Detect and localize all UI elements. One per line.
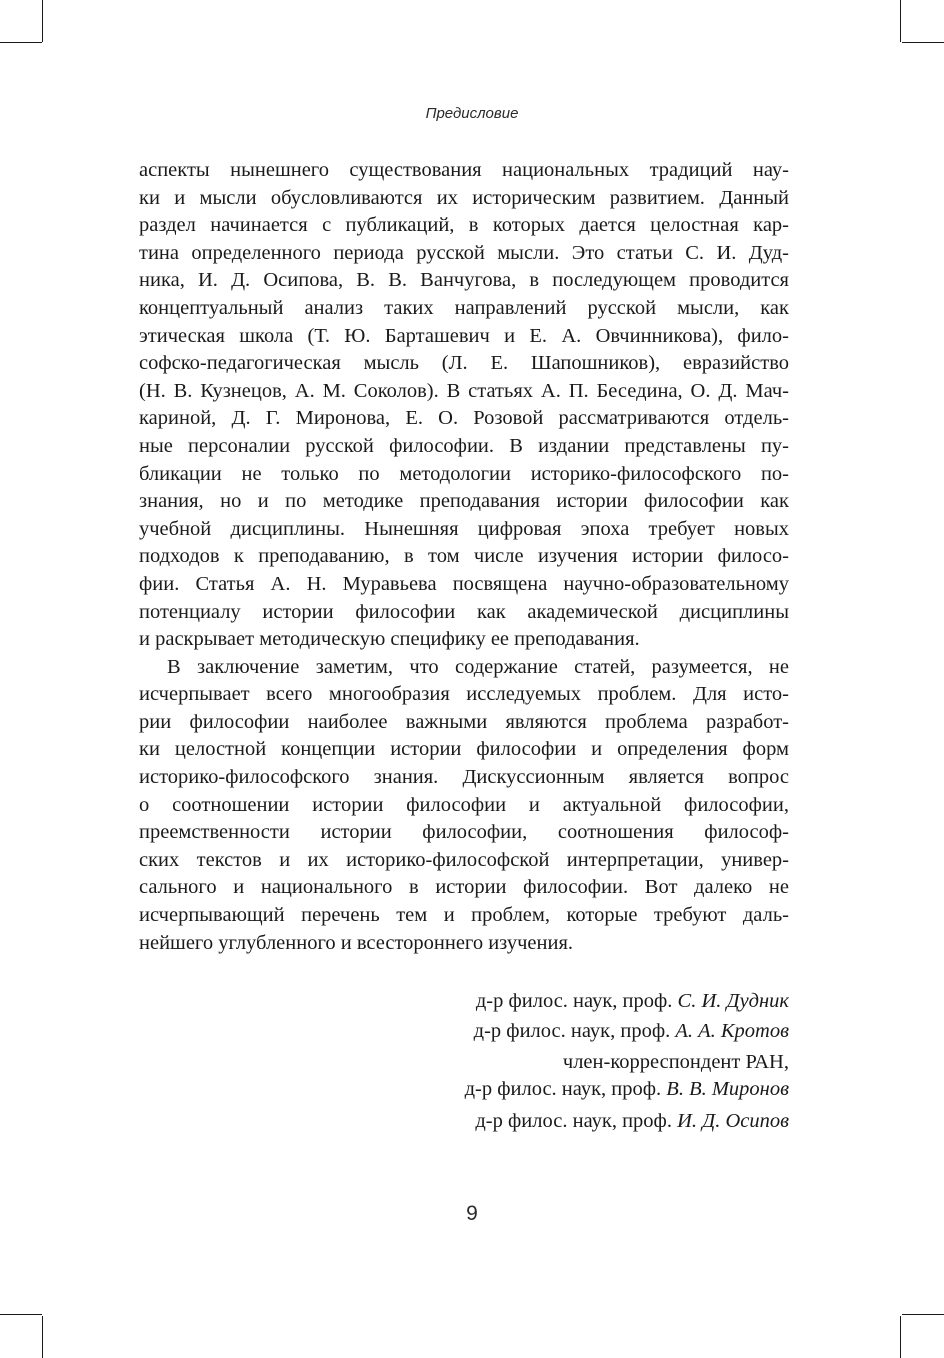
text-line: историко-философского знания. Дискуссионным является вопрос (139, 766, 789, 789)
text-line: бликации не только по методологии историко-философского по- (139, 462, 789, 485)
text-line: этическая школа (Т. Ю. Барташевич и Е. А. Овчинникова), фило- (139, 324, 789, 347)
text-line: В заключение заметим, что содержание статей, разумеется, не (167, 655, 789, 678)
page-number: 9 (466, 1202, 478, 1225)
signature-mironov (465, 1049, 789, 1103)
text-line: софско-педагогическая мысль (Л. Е. Шапошников), евразийство (139, 352, 789, 375)
signature-name: И. Д. Осипов (677, 1110, 789, 1132)
signature-title: д-р филос. наук, проф. (464, 1078, 662, 1100)
text-line: тина определенного периода русской мысли. Это статьи С. И. Дуд- (139, 241, 789, 264)
text-line: исчерпывает всего многообразия исследуемых проблем. Для исто- (139, 683, 789, 706)
crop-mark-top-left-v (42, 0, 43, 42)
text-line: подходов к преподаванию, в том числе изучения истории филосо- (139, 545, 789, 568)
text-line: (Н. В. Кузнецов, А. М. Соколов). В статьях А. П. Беседина, О. Д. Мач- (139, 379, 789, 402)
crop-mark-bottom-right-v (900, 1316, 901, 1358)
paragraph-1 (139, 157, 789, 654)
running-title: Предисловие (425, 105, 519, 122)
text-line: сального и национального в истории философии. Вот далеко не (139, 876, 789, 899)
text-line: преемственности истории философии, соотношения философ- (139, 821, 789, 844)
text-line: ских текстов и их историко-философской интерпретации, универ- (139, 848, 789, 871)
text-line: исчерпывающий перечень тем и проблем, которые требуют даль- (139, 904, 789, 927)
paragraph-2 (139, 654, 789, 958)
signature-name: В. В. Миронов (666, 1078, 789, 1100)
text-line: потенциалу истории философии как академической дисциплины (139, 600, 789, 623)
crop-mark-bottom-left-h (0, 1314, 42, 1315)
text-line: ки целостной концепции истории философии и определения форм (139, 738, 789, 761)
text-line: кариной, Д. Г. Миронова, Е. О. Розовой рассматриваются отдель- (139, 407, 789, 430)
text-line: рии философии наиболее важными являются проблема разработ- (139, 710, 789, 733)
text-line: знания, но и по методике преподавания истории философии как (139, 490, 789, 513)
crop-mark-bottom-right-h (902, 1314, 944, 1315)
text-line: концептуальный анализ таких направлений русской мысли, как (139, 296, 789, 319)
signature-osipov (465, 1106, 789, 1136)
text-line: раздел начинается с публикаций, в которых дается целостная кар- (139, 214, 789, 237)
signatures (465, 986, 789, 1136)
text-line: учебной дисциплины. Нынешняя цифровая эпоха требует новых (139, 517, 789, 540)
signature-name: С. И. Дудник (677, 990, 789, 1012)
crop-mark-bottom-left-v (42, 1316, 43, 1358)
text-line: ные персоналии русской философии. В издании представлены пу- (139, 434, 789, 457)
crop-mark-top-right-v (900, 0, 901, 42)
body-text (139, 157, 789, 957)
text-line: ника, И. Д. Осипова, В. В. Ванчугова, в последующем проводится (139, 269, 789, 292)
signature-title: д-р филос. наук, проф. (473, 1020, 671, 1042)
signature-title-extra: член-корреспондент РАН, (562, 1051, 789, 1073)
text-line: аспекты нынешнего существования национальных традиций нау- (139, 159, 789, 181)
signature-krotov (465, 1016, 789, 1046)
crop-mark-top-left-h (0, 42, 42, 43)
signature-name: А. А. Кротов (675, 1020, 789, 1042)
text-line: нейшего углубленного и всестороннего изучения. (139, 931, 573, 954)
crop-mark-top-right-h (902, 42, 944, 43)
signature-line (465, 1076, 789, 1103)
text-line: и раскрывает методическую специфику ее преподавания. (139, 628, 640, 651)
signature-dudnik (465, 986, 789, 1016)
text-line: фии. Статья А. Н. Муравьева посвящена научно-образовательному (139, 572, 789, 595)
signature-title: д-р филос. наук, проф. (475, 990, 673, 1012)
text-line: о соотношении истории философии и актуальной философии, (139, 793, 789, 816)
signature-title: д-р филос. наук, проф. (475, 1110, 672, 1132)
text-line: ки и мысли обусловливаются их историческим развитием. Данный (139, 186, 789, 209)
